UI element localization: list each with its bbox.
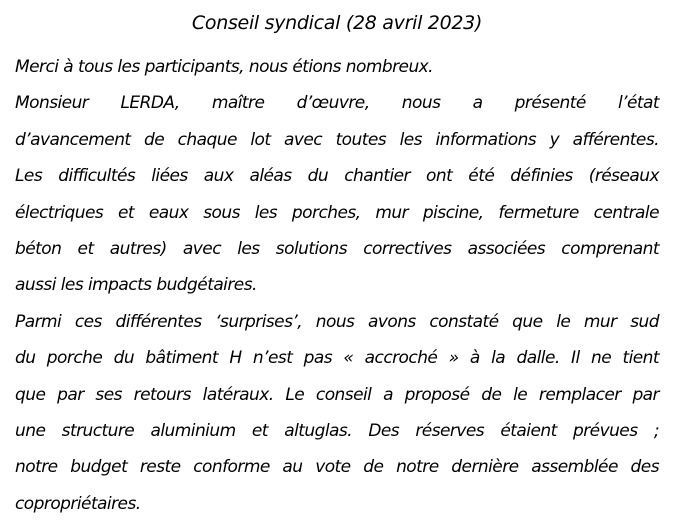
text-line: électriques et eaux sous les porches, mur piscine, fermeture centrale — [15, 202, 659, 223]
text-line: une structure aluminium et altuglas. Des réserves étaient prévues ; — [15, 421, 659, 442]
text-line: notre budget reste conforme au vote de notre dernière assemblée des — [15, 457, 659, 478]
document-title: Conseil syndical (28 avril 2023) — [191, 12, 483, 34]
text-line: copropriétaires. — [15, 493, 141, 514]
text-line: Merci à tous les participants, nous étions nombreux. — [15, 57, 434, 77]
text-line: béton et autres) avec les solutions correctives associées comprenant — [15, 239, 659, 260]
document-body — [15, 49, 659, 522]
text-line: que par ses retours latéraux. Le conseil a proposé de le remplacer par — [15, 384, 659, 405]
text-line: d’avancement de chaque lot avec toutes les informations y afférentes. — [15, 129, 659, 150]
paragraph-progress-report — [15, 85, 659, 303]
text-line: Parmi ces différentes ‘surprises’, nous avons constaté que le mur sud — [15, 311, 659, 332]
paragraph-thanks — [15, 49, 659, 85]
text-line: Monsieur LERDA, maître d’œuvre, nous a présenté l’état — [15, 93, 659, 114]
paragraph-surprises — [15, 304, 659, 522]
text-line: aussi les impacts budgétaires. — [15, 275, 257, 296]
text-line: Les difficultés liées aux aléas du chantier ont été définies (réseaux — [15, 166, 659, 187]
text-line: du porche du bâtiment H n’est pas « accroché » à la dalle. Il ne tient — [15, 348, 659, 369]
